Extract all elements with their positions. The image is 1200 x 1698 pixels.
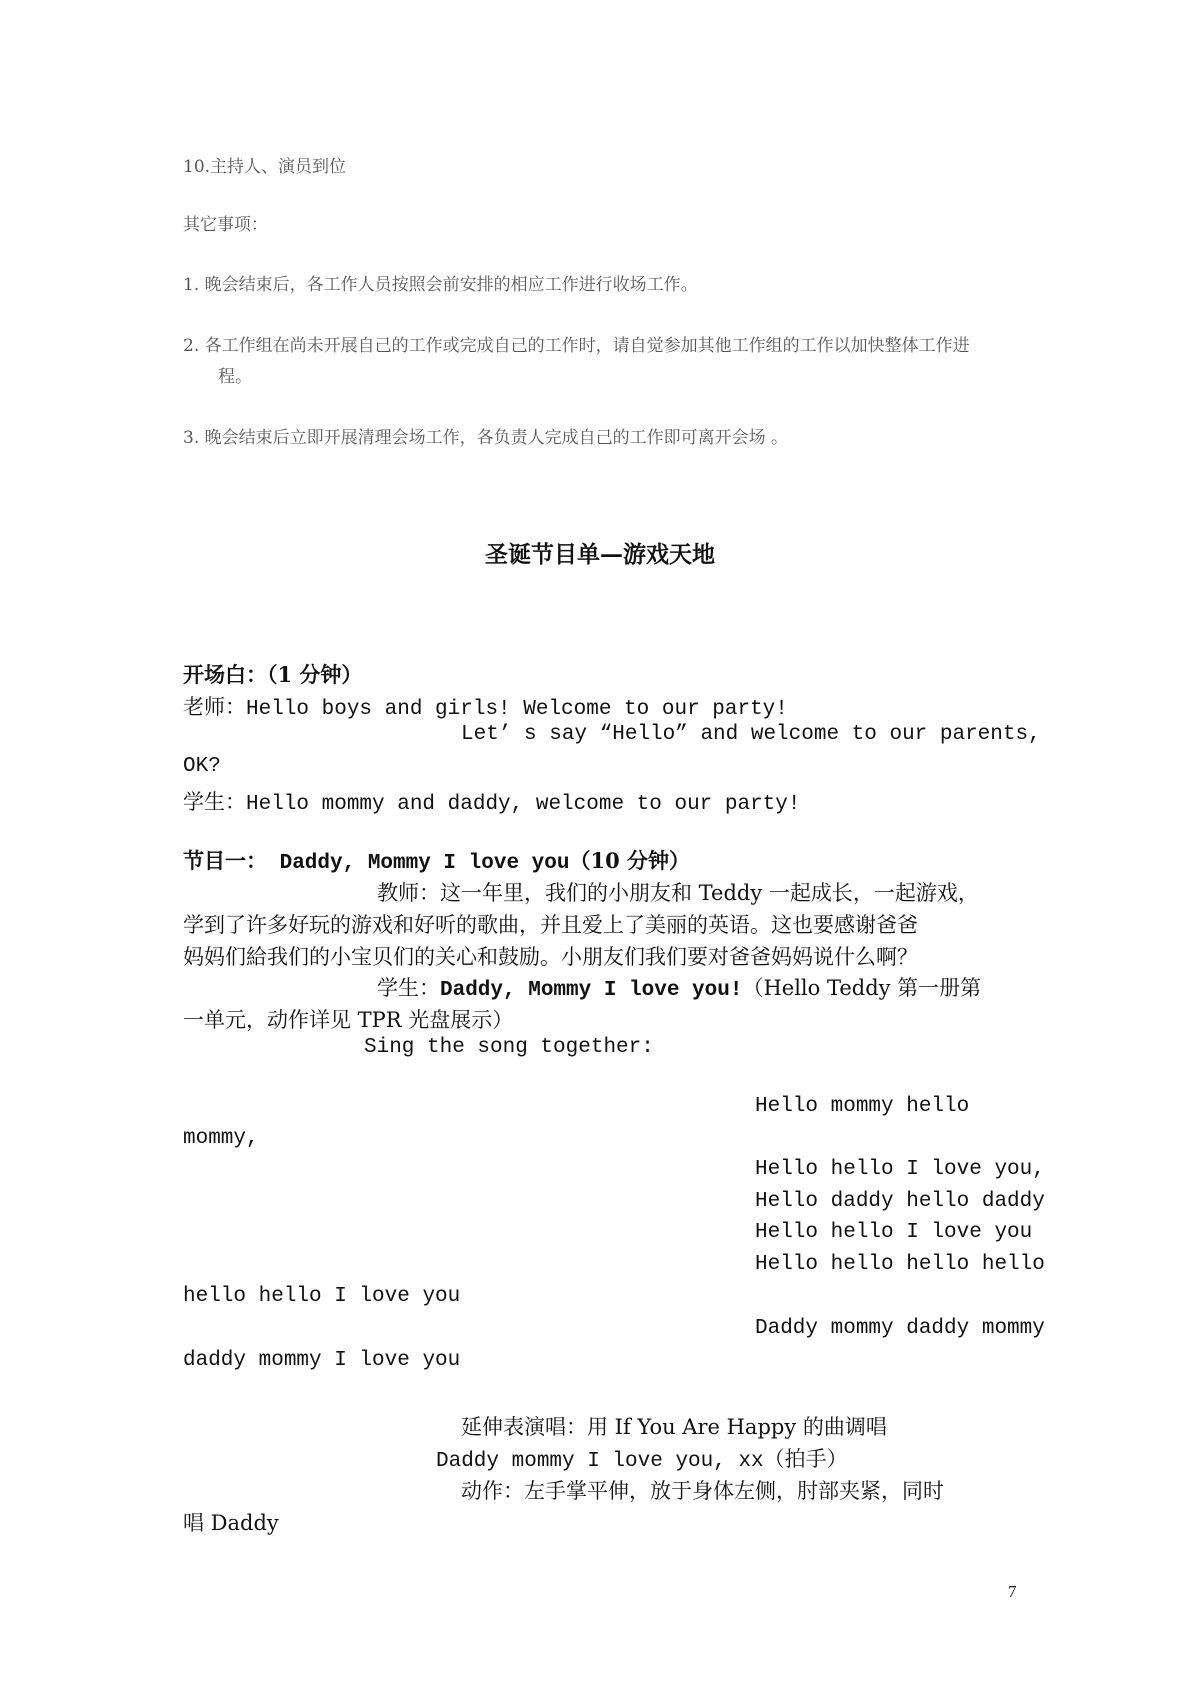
lyric-line-1b: mommy, bbox=[183, 1127, 259, 1150]
lyric-line-1a: Hello mommy hello bbox=[755, 1095, 970, 1118]
other-item-1: 1. 晚会结束后，各工作人员按照会前安排的相应工作进行收场工作。 bbox=[183, 275, 698, 295]
action-line-2: 唱 Daddy bbox=[183, 1511, 279, 1535]
student-note: （Hello Teddy 第一册第 bbox=[742, 976, 982, 1000]
student-text: Daddy, Mommy I love you! bbox=[440, 979, 743, 1002]
sing-together-label: Sing the song together: bbox=[364, 1036, 654, 1059]
lyric-line-4: Hello hello I love you bbox=[755, 1221, 1033, 1244]
program-1-teacher-line-3: 妈妈们給我们的小宝贝们的关心和鼓励。小朋友们我们要对爸爸妈妈说什么啊？ bbox=[183, 945, 918, 969]
lyric-line-6a: Daddy mommy daddy mommy bbox=[755, 1317, 1045, 1340]
program-1-name: Daddy, Mommy I love you bbox=[267, 852, 570, 875]
program-1-student-note-line-2: 一单元，动作详见 TPR 光盘展示） bbox=[183, 1008, 514, 1032]
program-1-student-line bbox=[377, 972, 981, 1002]
other-item-2-line-1: 2. 各工作组在尚未开展自己的工作或完成自己的工作时，请自觉参加其他工作组的工作以加快整体工作进 bbox=[183, 336, 970, 356]
opening-teacher-line-3: OK? bbox=[183, 755, 221, 778]
opening-student-line bbox=[183, 786, 801, 816]
other-item-3: 3. 晚会结束后立即开展清理会场工作，各负责人完成自己的工作即可离开会场 。 bbox=[183, 428, 789, 448]
lyric-line-5b: hello hello I love you bbox=[183, 1285, 461, 1308]
teacher-label: 老师： bbox=[183, 695, 246, 719]
opening-heading: 开场白：（1 分钟） bbox=[183, 662, 363, 687]
extension-line-1: 延伸表演唱：用 If You Are Happy 的曲调唱 bbox=[461, 1415, 887, 1439]
extension-line-2: Daddy mommy I love you, xx（拍手） bbox=[436, 1450, 848, 1473]
program-1-label: 节目一： bbox=[183, 848, 267, 873]
program-title: 圣诞节目单—游戏天地 bbox=[485, 541, 715, 568]
opening-teacher-line-2: Let’ s say “Hello” and welcome to our parents, bbox=[461, 723, 1041, 746]
program-1-heading bbox=[183, 845, 690, 875]
student-label: 学生： bbox=[183, 790, 246, 814]
lyric-line-2: Hello hello I love you, bbox=[755, 1158, 1045, 1181]
program-1-duration: （10 分钟） bbox=[569, 848, 690, 873]
note-item-10: 10.主持人、演员到位 bbox=[183, 157, 347, 177]
action-line-1: 动作：左手掌平伸，放于身体左侧，肘部夹紧，同时 bbox=[461, 1479, 944, 1503]
other-items-heading: 其它事项： bbox=[183, 215, 268, 235]
lyric-line-6b: daddy mommy I love you bbox=[183, 1349, 461, 1372]
lyric-line-3: Hello daddy hello daddy bbox=[755, 1190, 1045, 1213]
other-item-2-line-2: 程。 bbox=[218, 367, 252, 387]
lyric-line-5a: Hello hello hello hello bbox=[755, 1253, 1045, 1276]
student-text: Hello mommy and daddy, welcome to our party! bbox=[246, 793, 801, 816]
page-number: 7 bbox=[1008, 1582, 1017, 1601]
student-label: 学生： bbox=[377, 976, 440, 1000]
program-1-teacher-line-1: 教师：这一年里，我们的小朋友和 Teddy 一起成长，一起游戏， bbox=[377, 881, 979, 905]
opening-teacher-line-1 bbox=[183, 691, 788, 721]
program-1-teacher-line-2: 学到了许多好玩的游戏和好听的歌曲，并且爱上了美丽的英语。这也要感谢爸爸 bbox=[183, 913, 918, 937]
teacher-text: Hello boys and girls! Welcome to our party! bbox=[246, 698, 788, 721]
